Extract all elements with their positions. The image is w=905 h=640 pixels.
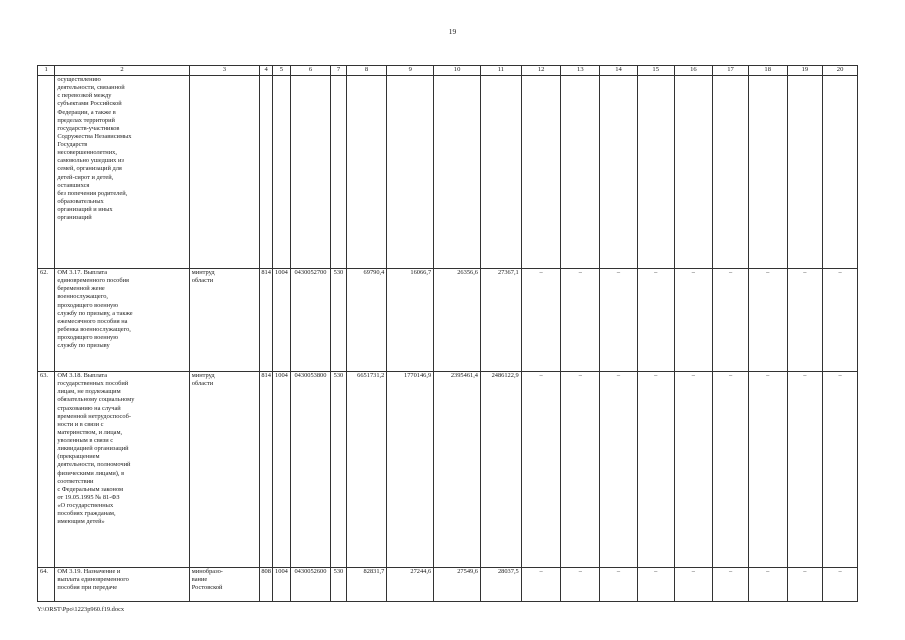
- column-header-2: 2: [55, 66, 189, 76]
- target-article-code: 0430052600: [290, 568, 331, 602]
- amount-year-3: 27367,1: [481, 269, 522, 372]
- expense-type-code: 530: [331, 568, 346, 602]
- column-header-13: 13: [561, 66, 600, 76]
- amount-cell-col-15: –: [637, 568, 674, 602]
- amount-cell-col-12: –: [521, 372, 561, 568]
- table-row: [38, 269, 858, 372]
- column-header-7: 7: [331, 66, 346, 76]
- executor: [189, 76, 259, 269]
- amount-cell-col-12: [521, 76, 561, 269]
- amount-cell-col-12: –: [521, 568, 561, 602]
- ministry-code: 808: [260, 568, 273, 602]
- row-number: 63.: [38, 372, 55, 568]
- ministry-code: [260, 76, 273, 269]
- amount-cell-col-17: –: [713, 372, 749, 568]
- amount-cell-col-13: [561, 76, 600, 269]
- row-number: [38, 76, 55, 269]
- column-header-20: 20: [823, 66, 858, 76]
- measure-name: ОМ 3.19. Назначение и выплата единовременного пособия при передаче: [55, 568, 189, 602]
- amount-cell-col-16: –: [674, 372, 713, 568]
- amount-cell-col-20: [823, 76, 858, 269]
- amount-cell-col-19: –: [787, 372, 823, 568]
- column-header-10: 10: [434, 66, 481, 76]
- target-article-code: [290, 76, 331, 269]
- column-header-19: 19: [787, 66, 823, 76]
- amount-cell-col-13: –: [561, 269, 600, 372]
- amount-cell-col-14: [600, 76, 638, 269]
- amount-cell-col-18: –: [748, 372, 787, 568]
- column-header-3: 3: [189, 66, 259, 76]
- column-header-15: 15: [637, 66, 674, 76]
- amount-cell-col-19: –: [787, 269, 823, 372]
- amount-cell-col-17: –: [713, 269, 749, 372]
- column-header-18: 18: [748, 66, 787, 76]
- amount-year-1: [387, 76, 434, 269]
- amount-cell-col-13: –: [561, 372, 600, 568]
- expense-type-code: [331, 76, 346, 269]
- column-header-1: 1: [38, 66, 55, 76]
- amount-cell-col-18: [748, 76, 787, 269]
- amount-year-2: 26356,6: [434, 269, 481, 372]
- target-article-code: 0430053800: [290, 372, 331, 568]
- expense-type-code: 530: [331, 269, 346, 372]
- amount-year-1: 16066,7: [387, 269, 434, 372]
- amount-year-2: [434, 76, 481, 269]
- row-number: 64.: [38, 568, 55, 602]
- expense-type-code: 530: [331, 372, 346, 568]
- amount-cell-col-14: –: [600, 568, 638, 602]
- amount-year-3: 28037,5: [481, 568, 522, 602]
- executor: минтруд области: [189, 269, 259, 372]
- amount-cell-col-14: –: [600, 269, 638, 372]
- measure-name: ОМ 3.17. Выплата единовременного пособия беременной жене военнослужащего, проходящего военную службу по призыву, а также ежемесячного пособия на ребенка военнослужащего, проходящего военную службу по призыву: [55, 269, 189, 372]
- total-amount: [346, 76, 387, 269]
- row-number: 62.: [38, 269, 55, 372]
- amount-cell-col-20: –: [823, 372, 858, 568]
- amount-cell-col-12: –: [521, 269, 561, 372]
- column-header-5: 5: [273, 66, 290, 76]
- amount-year-3: [481, 76, 522, 269]
- section-code: 1004: [273, 372, 290, 568]
- amount-cell-col-16: –: [674, 568, 713, 602]
- table-row: [38, 372, 858, 568]
- amount-cell-col-14: –: [600, 372, 638, 568]
- measure-name: ОМ 3.18. Выплата государственных пособий лицам, не подлежащим обязательному социальному страхованию на случай временной нетрудоспособ- ности и в связи с материнством, и лицам, уволенным в связи с ликвидацией организаций (прекращением деятельности, полномочий физическими лицами), в соответствии с Федеральным законом от 19.05.1995 № 81-ФЗ «О государственных пособиях гражданам, имеющим детей»: [55, 372, 189, 568]
- amount-cell-col-18: –: [748, 269, 787, 372]
- amount-cell-col-13: –: [561, 568, 600, 602]
- amount-cell-col-19: –: [787, 568, 823, 602]
- amount-cell-col-15: [637, 76, 674, 269]
- column-header-11: 11: [481, 66, 522, 76]
- column-header-8: 8: [346, 66, 387, 76]
- amount-cell-col-16: [674, 76, 713, 269]
- section-code: 1004: [273, 568, 290, 602]
- amount-year-1: 1770146,9: [387, 372, 434, 568]
- amount-cell-col-20: –: [823, 269, 858, 372]
- column-header-14: 14: [600, 66, 638, 76]
- column-header-16: 16: [674, 66, 713, 76]
- amount-cell-col-20: –: [823, 568, 858, 602]
- target-article-code: 0430052700: [290, 269, 331, 372]
- ministry-code: 814: [260, 269, 273, 372]
- column-header-12: 12: [521, 66, 561, 76]
- amount-year-1: 27244,6: [387, 568, 434, 602]
- section-code: [273, 76, 290, 269]
- column-number-row: [38, 66, 858, 76]
- amount-cell-col-15: –: [637, 269, 674, 372]
- column-header-9: 9: [387, 66, 434, 76]
- amount-year-2: 2395461,4: [434, 372, 481, 568]
- ministry-code: 814: [260, 372, 273, 568]
- table-row: [38, 76, 858, 269]
- file-path-footer: Y:\ORST\Ppo\1223p960.f19.docx: [37, 606, 125, 613]
- total-amount: 69790,4: [346, 269, 387, 372]
- table-row: [38, 568, 858, 602]
- column-header-4: 4: [260, 66, 273, 76]
- section-code: 1004: [273, 269, 290, 372]
- total-amount: 6651731,2: [346, 372, 387, 568]
- amount-cell-col-16: –: [674, 269, 713, 372]
- amount-cell-col-15: –: [637, 372, 674, 568]
- amount-cell-col-19: [787, 76, 823, 269]
- amount-cell-col-17: [713, 76, 749, 269]
- amount-year-2: 27549,6: [434, 568, 481, 602]
- program-table: [37, 65, 858, 602]
- column-header-6: 6: [290, 66, 331, 76]
- amount-cell-col-18: –: [748, 568, 787, 602]
- amount-year-3: 2486122,9: [481, 372, 522, 568]
- page-number: 19: [448, 27, 457, 36]
- executor: минтруд области: [189, 372, 259, 568]
- total-amount: 82831,7: [346, 568, 387, 602]
- amount-cell-col-17: –: [713, 568, 749, 602]
- measure-name: осуществлению деятельности, связанной с перевозкой между субъектами Российской Федерации, а также в пределах территорий государств-участников Содружества Независимых Государств несовершеннолетних, самовольно ушедших из семей, организаций для детей-сирот и детей, оставшихся без попечения родителей, образовательных организаций и иных организаций: [55, 76, 189, 269]
- executor: минобразо- вание Ростовской: [189, 568, 259, 602]
- column-header-17: 17: [713, 66, 749, 76]
